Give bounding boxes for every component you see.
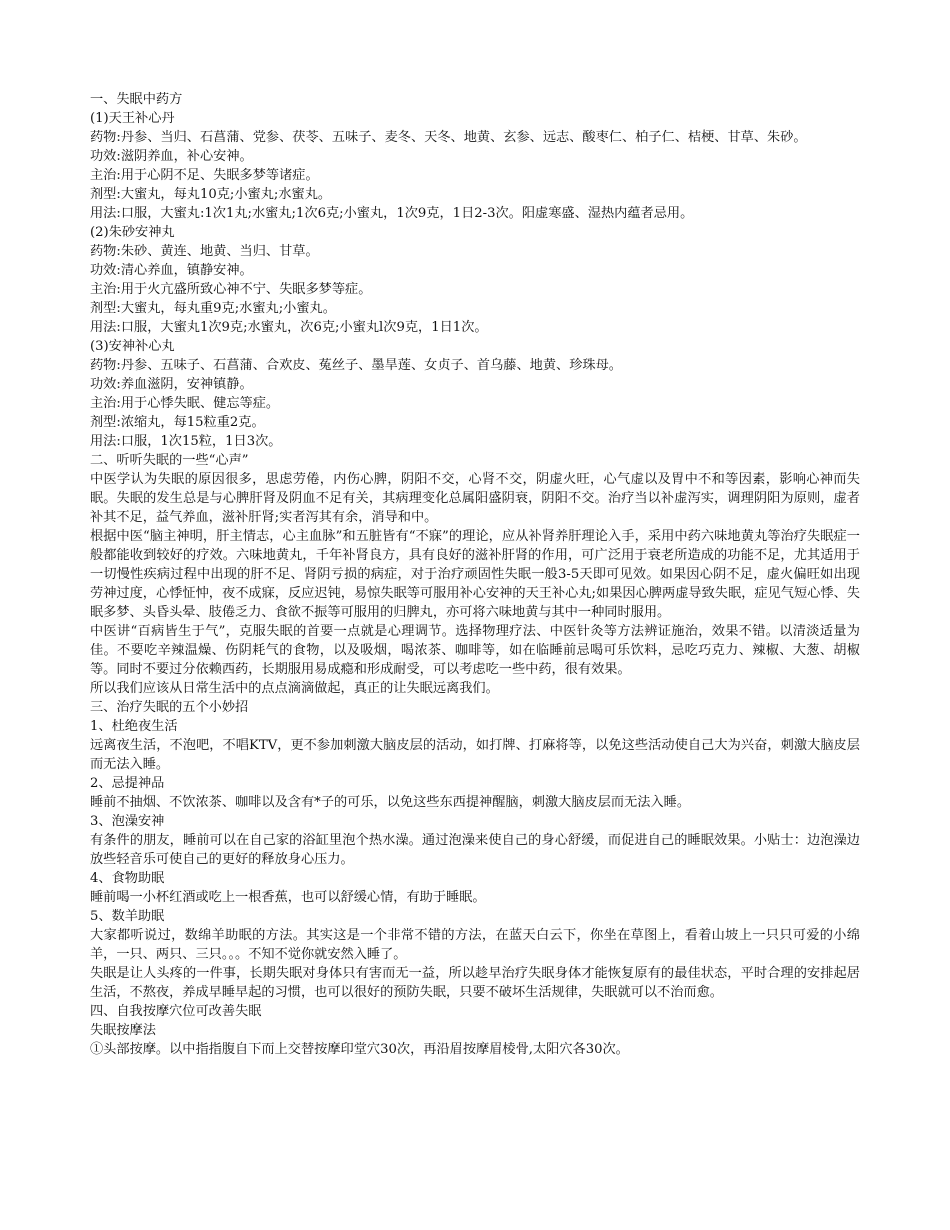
section-2-paragraph: 所以我们应该从日常生活中的点点滴滴做起，真正的让失眠远离我们。 [90,681,499,696]
formula-2-usage: 用法:口服，大蜜丸1次9克;水蜜丸，次6克;小蜜丸l次9克，1日1次。 [90,320,488,335]
section-3-conclusion: 失眠是让人头疼的一件事，长期失眠对身体只有害而无一益，所以趁早治疗失眠身体才能恢复原有的最佳状态，平时合理的安排起居生活，不熬夜，养成早睡早起的习惯，也可以很好的预防失眠，只要不破坏生活规律，失眠就可以不治而愈。 [90,966,860,1000]
section-2-paragraph: 中医学认为失眠的原因很多，思虑劳倦，内伤心脾，阴阳不交，心肾不交，阴虚火旺，心气虚以及胃中不和等因素，影响心神而失眠。失眠的发生总是与心脾肝肾及阴血不足有关，其病理变化总属阳盛阴衰，阴阳不交。治疗当以补虚泻实，调理阴阳为原则，虚者补其不足，益气养血，滋补肝肾;实者泻其有余，消导和中。 [90,472,860,525]
formula-1-form: 剂型:大蜜丸，每丸10克;小蜜丸;水蜜丸。 [90,187,332,202]
formula-2-indication: 主治:用于火亢盛所致心神不宁、失眠多梦等症。 [90,282,372,297]
tip-4-body: 睡前喝一小杯红酒或吃上一根香蕉，也可以舒缓心情，有助于睡眠。 [90,890,486,905]
section-2-paragraph: 根据中医“脑主神明，肝主情志，心主血脉”和五脏皆有“不寐”的理论，应从补肾养肝理论入手，采用中药六味地黄丸等治疗失眠症一般都能收到较好的疗效。六味地黄丸，千年补肾良方，具有良好的滋补肝肾的作用，可广泛用于衰老所造成的功能不足，尤其适用于一切慢性疾病过程中出现的肝不足、肾阴亏损的病症，对于治疗顽固性失眠一般3-5天即可见效。如果因心阴不足，虚火偏旺如出现劳神过度，心悸怔忡，夜不成寐，反应迟钝，易惊失眠等可服用补心安神的天王补心丸;如果因心脾两虚导致失眠，症见气短心悸、失眠多梦、头昏头晕、肢倦乏力、食欲不振等可服用的归脾丸，亦可将六味地黄与其中一种同时服用。 [90,529,860,620]
formula-3-effect: 功效:养血滋阴，安神镇静。 [90,377,253,392]
tip-1-title: 1、杜绝夜生活 [90,719,178,734]
section-2-heading: 二、听听失眠的一些“心声” [90,453,249,468]
section-4-heading: 四、自我按摩穴位可改善失眠 [90,1004,262,1019]
formula-1-ingredients: 药物:丹参、当归、石菖蒲、党参、茯苓、五味子、麦冬、天冬、地黄、玄参、远志、酸枣仁、柏子仁、桔梗、甘草、朱砂。 [90,130,807,145]
tip-3-title: 3、泡澡安神 [90,814,165,829]
section-2-paragraph: 中医讲“百病皆生于气”，克服失眠的首要一点就是心理调节。选择物理疗法、中医针灸等方法辨证施治，效果不错。以清淡适量为佳。不要吃辛辣温燥、伤阴耗气的食物，以及吸烟，喝浓茶、咖啡等，如在临睡前忌喝可乐饮料，忌吃巧克力、辣椒、大葱、胡椒等。同时不要过分依赖西药，长期服用易成瘾和形成耐受，可以考虑吃一些中药，很有效果。 [90,624,860,677]
formula-2-ingredients: 药物:朱砂、黄连、地黄、当归、甘草。 [90,244,319,259]
tip-5-title: 5、数羊助眠 [90,909,165,924]
tip-5-body: 大家都听说过，数绵羊助眠的方法。其实这是一个非常不错的方法，在蓝天白云下，你坐在草图上，看着山坡上一只只可爱的小绵羊，一只、两只、三只。。。不知不觉你就安然入睡了。 [90,928,860,962]
formula-2-effect: 功效:清心养血，镇静安神。 [90,263,253,278]
formula-1-indication: 主治:用于心阴不足、失眠多梦等诸症。 [90,168,319,183]
formula-1-effect: 功效:滋阴养血，补心安神。 [90,149,253,164]
formula-1-usage: 用法:口服，大蜜丸:1次1丸;水蜜丸;1次6克;小蜜丸，1次9克，1日2-3次。阳虚寒盛、湿热内蕴者忌用。 [90,206,694,221]
tip-3-body: 有条件的朋友，睡前可以在自己家的浴缸里泡个热水澡。通过泡澡来使自己的身心舒缓，而促进自己的睡眠效果。小贴士：边泡澡边放些轻音乐可使自己的更好的释放身心压力。 [90,833,860,867]
tip-2-title: 2、忌提神品 [90,776,165,791]
section-1-heading: 一、失眠中药方 [90,92,183,107]
formula-3-indication: 主治:用于心悸失眠、健忘等症。 [90,396,280,411]
formula-3-ingredients: 药物:丹参、五味子、石菖蒲、合欢皮、菟丝子、墨旱莲、女贞子、首乌藤、地黄、珍珠母。 [90,358,622,373]
formula-3-name: (3)安神补心丸 [90,339,175,354]
formula-1-name: (1)天王补心丹 [90,111,175,126]
formula-3-form: 剂型:浓缩丸，每15粒重2克。 [90,415,265,430]
formula-3-usage: 用法:口服，1次15粒，1日3次。 [90,434,282,449]
massage-subtitle: 失眠按摩法 [90,1023,156,1038]
formula-2-name: (2)朱砂安神丸 [90,225,175,240]
formula-2-form: 剂型:大蜜丸，每丸重9克;水蜜丸;小蜜丸。 [90,301,336,316]
document-page [90,90,860,1059]
tip-1-body: 远离夜生活，不泡吧，不唱KTV，更不参加刺激大脑皮层的活动，如打牌、打麻将等，以免这些活动使自己大为兴奋，刺激大脑皮层而无法入睡。 [90,738,860,772]
tip-2-body: 睡前不抽烟、不饮浓茶、咖啡以及含有*子的可乐，以免这些东西提神醒脑，刺激大脑皮层而无法入睡。 [90,795,691,810]
section-3-heading: 三、治疗失眠的五个小妙招 [90,700,249,715]
tip-4-title: 4、食物助眠 [90,871,165,886]
massage-step-1: ①头部按摩。以中指指腹自下而上交替按摩印堂穴30次，再沿眉按摩眉棱骨,太阳穴各30次。 [90,1042,629,1057]
